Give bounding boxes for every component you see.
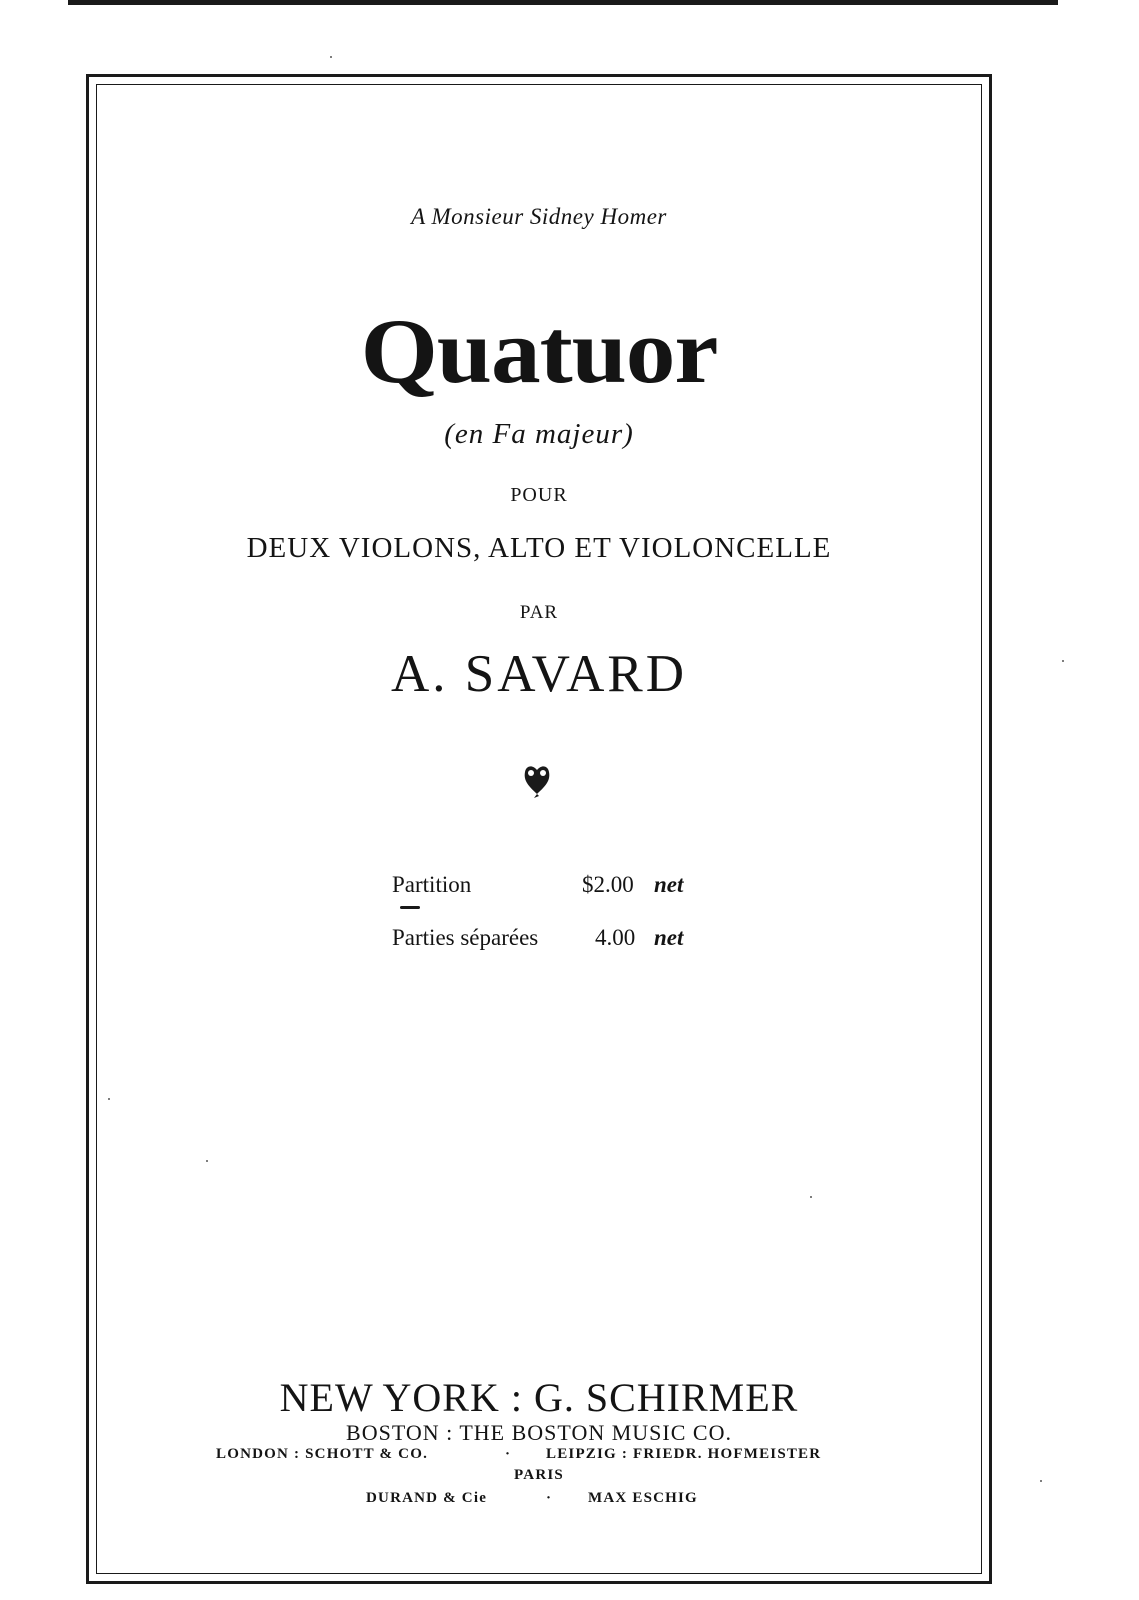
publisher-leipzig: LEIPZIG : FRIEDR. HOFMEISTER	[546, 1446, 822, 1462]
key-subtitle: (en Fa majeur)	[444, 418, 634, 450]
composer-name: A. SAVARD	[390, 645, 688, 703]
ink-mark	[400, 906, 420, 909]
price-row-partition	[392, 872, 692, 902]
instrumentation: DEUX VIOLONS, ALTO ET VIOLONCELLE	[246, 532, 832, 564]
price-label: Parties séparées	[392, 925, 539, 950]
scan-speck	[206, 1160, 208, 1162]
price-unit: net	[654, 872, 684, 897]
top-rule	[68, 0, 1058, 5]
publisher-main: NEW YORK : G. SCHIRMER	[279, 1375, 799, 1420]
scan-speck	[1040, 1480, 1042, 1482]
scan-speck	[1062, 660, 1064, 662]
price-amount: $2.00	[582, 872, 634, 897]
dedication: A Monsieur Sidney Homer	[411, 204, 667, 229]
publisher-boston: BOSTON : THE BOSTON MUSIC CO.	[346, 1420, 732, 1445]
fleuron-icon	[517, 758, 557, 798]
pour-label: POUR	[510, 484, 568, 506]
publisher-durand: DURAND & Cie	[366, 1490, 488, 1506]
separator-dot: ·	[505, 1446, 512, 1462]
scan-speck	[108, 1098, 110, 1100]
price-unit: net	[654, 925, 684, 950]
publisher-london: LONDON : SCHOTT & CO.	[216, 1446, 429, 1462]
page-title: Quatuor	[360, 300, 718, 402]
separator-dot: ·	[546, 1490, 553, 1506]
price-label: Partition	[392, 872, 472, 897]
publisher-paris: PARIS	[514, 1467, 564, 1483]
scan-speck	[330, 56, 332, 58]
price-row-parties	[392, 925, 692, 955]
scan-speck	[810, 1196, 812, 1198]
par-label: PAR	[519, 602, 559, 623]
publisher-eschig: MAX ESCHIG	[588, 1490, 698, 1506]
price-amount: 4.00	[595, 925, 636, 950]
